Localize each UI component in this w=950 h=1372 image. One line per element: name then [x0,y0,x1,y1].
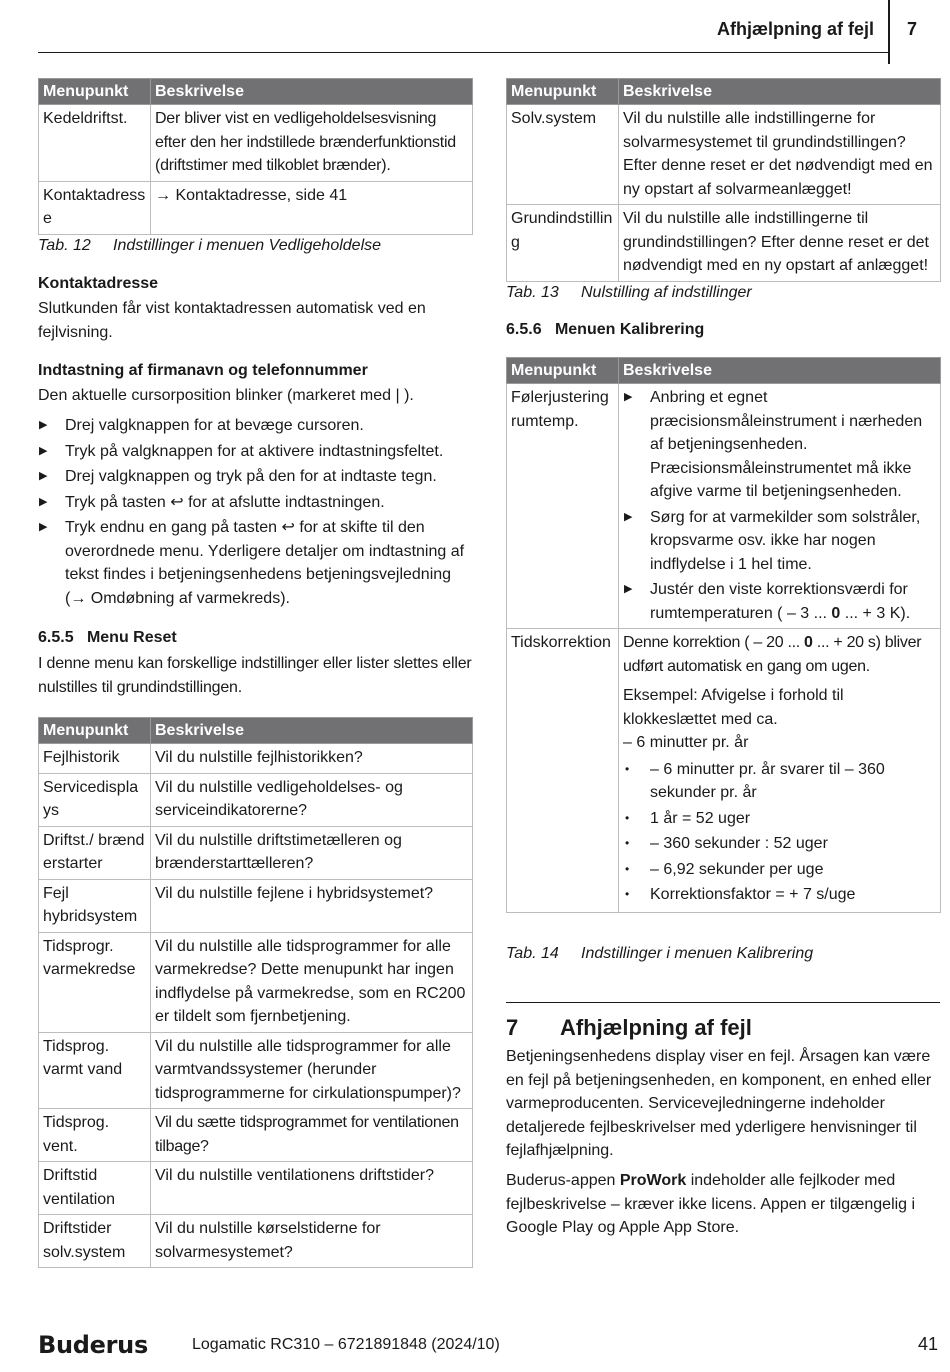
table-row [39,826,473,879]
table-row [507,629,941,913]
back-icon: ↩ [170,493,184,511]
col-header-menu: Menupunkt [507,358,619,384]
list-item: ▶ Drej valgknappen og tryk på den for at indtaste tegn. [38,465,472,489]
menu-cell: Tidsprog. varmt vand [39,1032,151,1109]
table-vedligeholdelse [38,78,473,235]
list-item: ▶ Justér den viste korrektionsværdi for rumtemperaturen ( – 3 ... 0 ... + 3 K). [623,578,936,625]
buderus-logo: Buderus [38,1331,148,1359]
back-icon: ↩ [281,519,295,536]
desc-cell: Vil du nulstille kørselstiderne for solvarmesystemet? [151,1215,473,1268]
correction-text: Denne korrektion ( – 20 ... 0 ... + 20 s) bliver udført automatisk en gang om ugen. [623,634,922,675]
menu-cell: Solv.system [507,105,619,205]
paragraph-kontaktadresse: Slutkunden får vist kontaktadressen automatisk ved en fejlvisning. [38,300,426,341]
paragraph-prowork: Buderus-appen ProWork indeholder alle fejlkoder med fejlbeskrivelse – kræver ikke licens. Appen er tilgængelig i Google Play og Apple App Store. [506,1172,916,1236]
table-row [39,105,473,182]
example-text: Eksempel: Afvigelse i forhold til klokkeslættet med ca. [623,687,844,728]
menu-cell: Driftstid ventilation [39,1162,151,1215]
table-row [39,1032,473,1109]
menu-cell: Kontaktadresse [39,181,151,234]
table-caption: Tab. 14 Indstillinger i menuen Kalibrering [506,945,814,962]
instruction-list [623,386,936,625]
paragraph-reset: I denne menu kan forskellige indstillinger eller lister slettes eller nulstilles til grundindstillingen. [38,655,472,696]
list-item: • – 6 minutter pr. år svarer til – 360 sekunder pr. år [623,758,936,805]
calculation-list [623,758,936,907]
list-item: ▶ Sørg for at varmekilder som solstråler, kropsvarme osv. ikke har nogen indflydelse i 1 hel time. [623,506,936,577]
list-item: • – 6,92 sekunder per uge [623,858,936,882]
heading-menu-reset: 6.5.5 Menu Reset [38,629,177,646]
menu-cell: Driftstider solv.system [39,1215,151,1268]
col-header-desc: Beskrivelse [619,79,941,105]
desc-cell [619,629,941,913]
desc-cell: Vil du nulstille fejlene i hybridsystemet? [151,879,473,932]
arrow-right-icon: → [155,186,171,204]
list-item: • 1 år = 52 uger [623,807,936,831]
table-caption: Tab. 13 Nulstilling af indstillinger [506,284,752,301]
heading-kontaktadresse: Kontaktadresse [38,275,159,292]
table-kalibrering [506,357,941,913]
list-item: ▶ Anbring et egnet præcisionsmåleinstrument i nærheden af betjeningsenheden. Præcisionsmåleinstrumentet må ikke afgive varme til betjeningsenheden. [623,386,936,504]
running-header-title: Afhjælpning af fejl [717,19,874,39]
menu-cell: Tidsprog. vent. [39,1109,151,1162]
desc-cell: Vil du nulstille alle tidsprogrammer for alle varmekredse? Dette menupunkt har ingen indflydelse på varmekredse, som en RC200 er tildelt som fjernbetjening. [151,932,473,1032]
list-item: ▶ Tryk på valgknappen for at aktivere indtastningsfeltet. [38,440,472,464]
menu-cell: Fejl hybridsystem [39,879,151,932]
menu-cell: Tidskorrektion [507,629,619,913]
arrow-right-icon: → [70,589,87,607]
desc-cell: Vil du nulstille alle indstillingerne for solvarmesystemet til grundindstillingen? Efter denne reset er det nødvendigt med en ny opstart af solvarmeanlægget! [619,105,941,205]
section-title: Afhjælpning af fejl [560,1015,752,1040]
table-row [39,744,473,774]
menu-cell: Grundindstilling [507,205,619,282]
cross-reference-link[interactable]: Kontaktadresse, side 41 [175,186,348,204]
desc-cell: Vil du nulstille ventilationens driftstider? [151,1162,473,1215]
table-row [39,1162,473,1215]
table-caption: Tab. 12 Indstillinger i menuen Vedligeholdelse [38,237,382,254]
list-item: ▶ Drej valgknappen for at bevæge cursoren. [38,414,472,438]
paragraph-cursor: Den aktuelle cursorposition blinker (markeret med | ). [38,387,414,404]
heading-firmanavn: Indtastning af firmanavn og telefonnummer [38,362,368,379]
menu-cell: Følerjustering rumtemp. [507,384,619,629]
table-row [507,384,941,629]
section-number: 7 [506,1015,519,1040]
col-header-menu: Menupunkt [39,79,151,105]
list-item: • Korrektionsfaktor = + 7 s/uge [623,883,936,907]
paragraph-fejl: Betjeningsenhedens display viser en fejl. Årsagen kan være en fejl på betjeningsenheden, en komponent, en enhed eller varmeproducenten. Servicevejledningerne indeholder detaljerede fejlbeskrivelser med yderligere henvisninger til fejlafhjælpning. [506,1048,932,1159]
example-value: – 6 minutter pr. år [623,734,749,751]
instruction-list [38,414,472,610]
desc-cell [619,384,941,629]
table-header-row [507,358,941,384]
desc-cell: Vil du nulstille fejlhistorikken? [151,744,473,774]
table-nulstilling [506,78,941,282]
table-reset [38,717,473,1268]
table-header-row [507,79,941,105]
list-item: ▶ Tryk på tasten ↩ for at afslutte indtastningen. [38,491,472,515]
table-row [39,181,473,234]
chapter-number: 7 [906,19,917,39]
list-item: • – 360 sekunder : 52 uger [623,832,936,856]
menu-cell: Fejlhistorik [39,744,151,774]
col-header-desc: Beskrivelse [619,358,941,384]
col-header-menu: Menupunkt [507,79,619,105]
table-header-row [39,79,473,105]
desc-cell: Vil du nulstille alle indstillingerne til grundindstillingen? Efter denne reset er det nødvendigt med en ny opstart af anlægget! [619,205,941,282]
header-rule [38,52,890,53]
table-row [39,1109,473,1162]
page-number: 41 [917,1334,938,1354]
col-header-desc: Beskrivelse [151,79,473,105]
footer-document-id: Logamatic RC310 – 6721891848 (2024/10) [192,1336,500,1353]
menu-cell: Tidsprogr. varmekredse [39,932,151,1032]
table-row [39,1215,473,1268]
menu-cell: Kedeldriftst. [39,105,151,182]
desc-cell: Vil du nulstille alle tidsprogrammer for alle varmtvandssystemer (herunder tidsprogrammerne for cirkulationspumper)? [151,1032,473,1109]
table-header-row [39,718,473,744]
desc-cell: Vil du nulstille vedligeholdelses- og serviceindikatorerne? [151,773,473,826]
col-header-desc: Beskrivelse [151,718,473,744]
desc-cell: Der bliver vist en vedligeholdelsesvisning efter den her indstillede brænderfunktionstid (driftstimer med tilkoblet brænder). [151,105,473,182]
col-header-menu: Menupunkt [39,718,151,744]
desc-cell: Vil du nulstille driftstimetælleren og brænderstarttælleren? [151,826,473,879]
table-row [39,932,473,1032]
table-row [507,105,941,205]
desc-cell: Vil du sætte tidsprogrammet for ventilationen tilbage? [151,1109,473,1162]
table-row [507,205,941,282]
list-item: ▶ Tryk endnu en gang på tasten ↩ for at skifte til den overordnede menu. Yderligere detaljer om indtastning af tekst findes i betjeningsenhedens betjeningsvejledning (→ Omdøbning af varmekreds). [38,516,472,610]
heading-kalibrering: 6.5.6 Menuen Kalibrering [506,321,705,338]
table-row [39,879,473,932]
cross-reference-link[interactable]: Omdøbning af varmekreds). [90,589,290,607]
menu-cell: Driftst./ brænderstarter [39,826,151,879]
section-rule [506,1002,940,1003]
menu-cell: Servicedisplays [39,773,151,826]
desc-cell [151,181,473,234]
table-row [39,773,473,826]
